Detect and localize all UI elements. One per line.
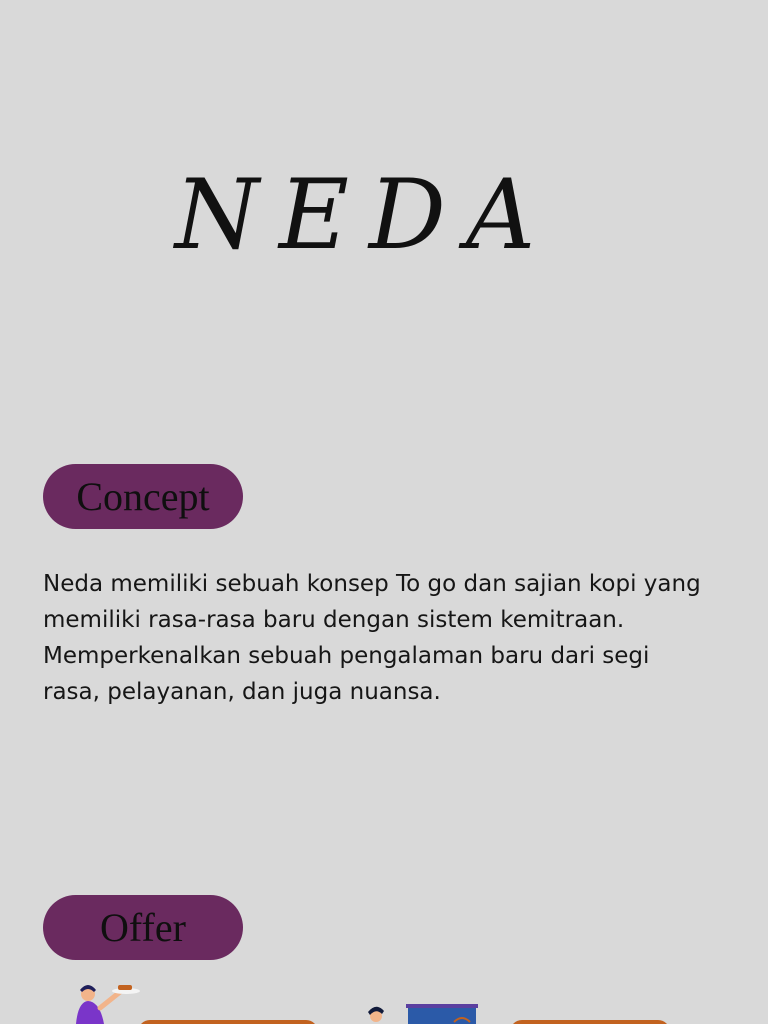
offer-badge-label: Offer	[100, 905, 186, 950]
offer-badge	[43, 895, 243, 960]
orange-card-left	[138, 1020, 318, 1024]
orange-card-right	[510, 1020, 670, 1024]
offer-illustrations	[0, 978, 768, 1024]
concept-badge	[43, 464, 243, 529]
concept-description: Neda memiliki sebuah konsep To go dan sajian kopi yang memiliki rasa-rasa baru dengan sistem kemitraan. Memperkenalkan sebuah pengalaman baru dari segi rasa, pelayanan, dan juga nuansa.	[43, 571, 701, 705]
barista-counter-illustration	[358, 978, 488, 1024]
brand-title: NEDA	[174, 159, 556, 271]
concept-badge-label: Concept	[76, 474, 210, 519]
waiter-serving-illustration	[58, 978, 148, 1024]
